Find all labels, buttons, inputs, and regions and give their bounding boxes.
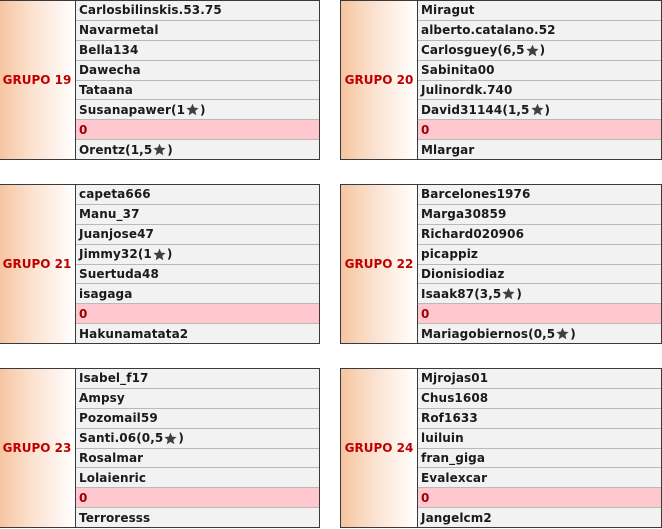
member-row (418, 389, 661, 409)
rating-close-paren: ) (178, 431, 184, 446)
rating-open-paren: ( (171, 102, 177, 117)
empty-slot-row (418, 304, 661, 324)
member-name: David31144 (421, 102, 503, 117)
star-icon (526, 44, 539, 57)
member-rating: 1 (176, 102, 186, 117)
group-title: GRUPO 23 (2, 441, 72, 455)
star-icon (153, 248, 166, 261)
group-label-cell (341, 185, 418, 343)
group-label-cell (0, 185, 76, 343)
member-row (418, 205, 661, 225)
rating-open-paren: ( (125, 142, 131, 157)
member-rating: 6,5 (503, 43, 525, 58)
member-name: Orentz (79, 142, 126, 157)
member-name: luiluin (421, 431, 464, 446)
member-name: 0 (79, 306, 88, 321)
member-row (418, 140, 661, 159)
member-name: 0 (79, 490, 88, 505)
rating-open-paren: ( (497, 43, 504, 58)
member-row (418, 449, 661, 469)
group-label-cell (341, 1, 418, 159)
member-row (418, 21, 661, 41)
member-row (76, 41, 319, 61)
member-name: Marga30859 (421, 207, 507, 222)
member-name: alberto.catalano.52 (421, 23, 556, 38)
group-card-24 (340, 368, 662, 528)
member-name: Manu_37 (79, 207, 140, 222)
member-row (418, 41, 661, 61)
member-name: isagaga (79, 286, 133, 301)
rating-open-paren: ( (474, 286, 480, 301)
member-row (76, 429, 319, 449)
member-name: Chus1608 (421, 391, 489, 406)
group-title: GRUPO 22 (344, 257, 414, 271)
rating-close-paren: ) (539, 43, 546, 58)
member-row (418, 100, 661, 120)
group-card-20 (340, 0, 662, 160)
member-row (76, 21, 319, 41)
member-name: Mjrojas01 (421, 371, 489, 386)
star-icon (153, 143, 166, 156)
member-row (418, 468, 661, 488)
member-name: Mariagobiernos (421, 326, 529, 341)
member-name: 0 (79, 122, 88, 137)
star-icon (186, 103, 199, 116)
group-card-22 (340, 184, 662, 344)
member-name: Juanjose47 (79, 227, 154, 242)
empty-slot-row (76, 488, 319, 508)
group-title: GRUPO 20 (344, 73, 414, 87)
member-name: Isabel_f17 (79, 371, 149, 386)
member-row (418, 409, 661, 429)
member-row (76, 468, 319, 488)
member-row (76, 225, 319, 245)
rating-close-paren: ) (167, 142, 173, 157)
rating-open-paren: ( (528, 326, 534, 341)
member-name: Dawecha (79, 63, 141, 78)
member-name: fran_giga (421, 450, 486, 465)
member-row (76, 245, 319, 265)
member-name: Julinordk.740 (421, 82, 513, 97)
star-icon (556, 327, 569, 340)
member-list (76, 369, 319, 527)
group-label-cell (341, 369, 418, 527)
member-name: Bella134 (79, 43, 139, 58)
group-card-19 (0, 0, 320, 160)
group-label-cell (0, 369, 76, 527)
member-row (76, 508, 319, 527)
member-row (76, 1, 319, 21)
member-row (76, 369, 319, 389)
member-rating: 0,5 (533, 326, 556, 341)
member-name: Tataana (79, 82, 134, 97)
member-row (76, 284, 319, 304)
member-name: Dionisiodiaz (421, 266, 505, 281)
star-icon (531, 103, 544, 116)
rating-close-paren: ) (200, 102, 206, 117)
member-row (76, 389, 319, 409)
member-list (418, 185, 661, 343)
member-row (418, 324, 661, 343)
member-row (418, 429, 661, 449)
member-name: Mlargar (421, 142, 475, 157)
member-rating: 3,5 (479, 286, 502, 301)
member-list (76, 185, 319, 343)
member-name: Santi.06 (79, 431, 137, 446)
member-name: 0 (421, 490, 430, 505)
member-row (418, 61, 661, 81)
member-name: Evalexcar (421, 470, 488, 485)
member-name: Barcelones1976 (421, 187, 531, 202)
group-title: GRUPO 21 (2, 257, 72, 271)
member-row (418, 284, 661, 304)
empty-slot-row (418, 120, 661, 140)
member-row (418, 81, 661, 101)
member-name: capeta666 (79, 187, 151, 202)
star-icon (502, 287, 515, 300)
empty-slot-row (76, 304, 319, 324)
group-label-cell (0, 1, 76, 159)
group-card-21 (0, 184, 320, 344)
member-row (418, 245, 661, 265)
member-rating: 1,5 (130, 142, 153, 157)
member-name: Isaak87 (421, 286, 475, 301)
member-name: Carlosbilinskis.53.75 (79, 3, 222, 18)
empty-slot-row (418, 488, 661, 508)
member-name: Susanapawer (79, 102, 171, 117)
member-name: Jangelcm2 (421, 510, 492, 525)
member-row (76, 140, 319, 159)
member-row (76, 265, 319, 285)
member-row (418, 508, 661, 527)
member-name: Hakunamatata2 (79, 326, 189, 341)
member-name: Sabinita00 (421, 63, 495, 78)
member-row (418, 225, 661, 245)
member-rating: 0,5 (141, 431, 164, 446)
member-name: Suertuda48 (79, 266, 159, 281)
member-list (418, 369, 661, 527)
member-row (418, 1, 661, 21)
member-row (76, 185, 319, 205)
member-name: Carlosguey (421, 43, 498, 58)
member-name: Rof1633 (421, 411, 478, 426)
member-name: Pozomail59 (79, 411, 158, 426)
rating-open-paren: ( (502, 102, 508, 117)
member-name: Jimmy32 (79, 247, 138, 262)
member-name: Terroresss (79, 510, 151, 525)
empty-slot-row (76, 120, 319, 140)
member-name: 0 (421, 306, 430, 321)
rating-close-paren: ) (166, 247, 173, 262)
member-row (76, 205, 319, 225)
rating-close-paren: ) (544, 102, 551, 117)
member-name: Ampsy (79, 391, 125, 406)
member-row (76, 409, 319, 429)
rating-open-paren: ( (136, 431, 142, 446)
member-name: Navarmetal (79, 23, 159, 38)
rating-close-paren: ) (570, 326, 576, 341)
member-row (76, 81, 319, 101)
member-row (418, 185, 661, 205)
member-list (76, 1, 319, 159)
member-name: Richard020906 (421, 227, 525, 242)
group-title: GRUPO 19 (2, 73, 72, 87)
member-name: 0 (421, 122, 430, 137)
member-name: Lolaienric (79, 470, 147, 485)
group-card-23 (0, 368, 320, 528)
member-name: Miragut (421, 3, 475, 18)
rating-open-paren: ( (137, 247, 144, 262)
member-list (418, 1, 661, 159)
member-row (418, 369, 661, 389)
member-row (76, 61, 319, 81)
member-name: picappiz (421, 247, 478, 262)
star-icon (164, 432, 177, 445)
member-row (76, 449, 319, 469)
member-row (76, 100, 319, 120)
group-title: GRUPO 24 (344, 441, 414, 455)
rating-close-paren: ) (516, 286, 522, 301)
member-row (418, 265, 661, 285)
member-row (76, 324, 319, 343)
member-rating: 1 (143, 247, 152, 262)
member-name: Rosalmar (79, 450, 144, 465)
member-rating: 1,5 (507, 102, 530, 117)
